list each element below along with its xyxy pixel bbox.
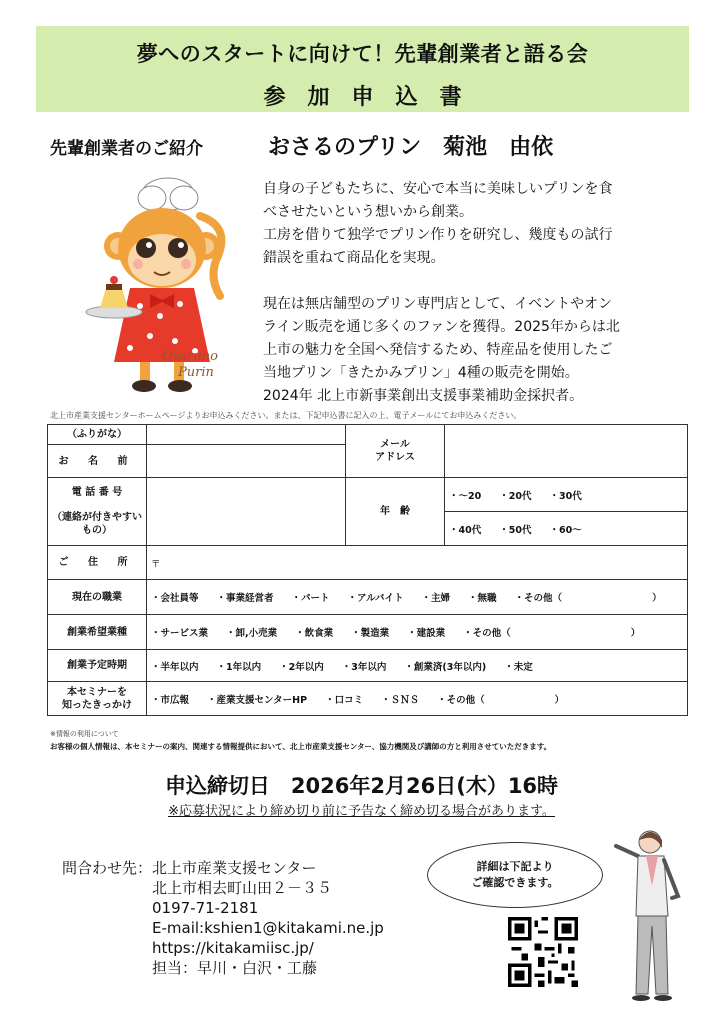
deadline: 申込締切日 2026年2月26日(木）16時 [164,774,559,798]
desc-line: 錯誤を重ねて商品化を実現。 [263,250,445,266]
email-field[interactable] [445,425,688,478]
source-label: 本セミナーを 知ったきっかけ [48,682,147,716]
age-label: 年 齢 [346,478,445,546]
contact-info [62,858,384,978]
intro-label: 先輩創業者のご紹介 [50,139,203,159]
qr-code-icon[interactable] [508,917,578,987]
contact-email[interactable]: E-mail:kshien1@kitakami.ne.jp [62,919,384,937]
contact-url[interactable]: https://kitakamiisc.jp/ [62,939,314,957]
desc-line: 自身の子どもたちに、安心で本当に美味しいプリンを食 [263,181,613,197]
furigana-label: （ふりがな） [48,425,147,445]
age-options-row2[interactable]: ・40代 ・50代 ・60～ [445,512,688,546]
osaruno-purin-mascot-image [80,176,240,398]
desc-line: べさせたいという想いから創業。 [263,204,473,220]
address-field[interactable]: 〒 [147,546,688,580]
application-form [47,424,688,716]
form-title: 参加申込書 [263,85,484,110]
name-label: お 名 前 [48,445,147,478]
desc-line: 現在は無店舗型のプリン専門店として、イベントやオン [263,296,613,312]
job-label: 現在の職業 [48,580,147,615]
speech-bubble: 詳細は下記より ご確認できます。 [427,842,603,908]
industry-options[interactable]: ・サービス業 ・卸,小売業 ・飲食業 ・製造業 ・建設業 ・その他（ ） [147,615,688,650]
timing-options[interactable]: ・半年以内 ・1年以内 ・2年以内 ・3年以内 ・創業済(3年以内) ・未定 [147,650,688,682]
deadline-note: ※応募状況により締め切り前に予告なく締め切る場合があります。 [168,804,555,819]
contact-row: 問合わせ先：北上市産業支援センター [62,859,317,877]
contact-row: 担当：早川・白沢・工藤 [62,959,318,977]
desc-line: 上市の魅力を全国へ発信するため、特産品を使用したご [263,342,613,358]
desc-line: 2024年 北上市新事業創出支援事業補助金採択者。 [263,388,584,404]
privacy-heading: ※情報の利用について [50,730,119,738]
header-banner [36,26,689,112]
desc-line: ライン販売を通じ多くのファンを獲得。2025年からは北 [263,319,620,335]
founder-description [263,178,703,408]
founder-name: おさるのプリン 菊池 由依 [268,135,554,160]
privacy-text: お客様の個人情報は、本セミナーの案内、関連する情報提供において、北上市産業支援センター、協力機関及び講師の方と利用させていただきます。 [50,742,552,751]
furigana-field[interactable] [147,425,346,445]
source-options[interactable]: ・市広報 ・産業支援センターHP ・口コミ ・ＳＮＳ ・その他（ ） [147,682,688,716]
mascot-logo-line1: Osaruno [162,349,218,364]
job-options[interactable]: ・会社員等 ・事業経営者 ・パート ・アルバイト ・主婦 ・無職 ・その他（ ） [147,580,688,615]
contact-row: 北上市相去町山田２－３５ [62,879,333,897]
application-note: 北上市産業支援センターホームページよりお申込みください。または、下記申込書に記入の上、電子メールにてお申込みください。 [50,411,522,420]
contact-row: 0197-71-2181 [62,899,259,917]
desc-line: 工房を借りて独学でプリン作りを研究し、幾度もの試行 [263,227,613,243]
phone-label: 電 話 番 号 （連絡が付きやすい もの） [48,478,147,546]
desc-line: 当地プリン「きたかみプリン」4種の販売を開始。 [263,365,579,381]
address-label: ご 住 所 [48,546,147,580]
mascot-logo-line2: Purin [178,365,214,380]
guide-woman-illustration [608,826,708,1006]
email-label: メール アドレス [346,425,445,478]
age-options-row1[interactable]: ・～20 ・20代 ・30代 [445,478,688,512]
name-field[interactable] [147,445,346,478]
industry-label: 創業希望業種 [48,615,147,650]
event-title: 夢へのスタートに向けて！先輩創業者と語る会 [136,42,589,66]
timing-label: 創業予定時期 [48,650,147,682]
phone-field[interactable] [147,478,346,546]
